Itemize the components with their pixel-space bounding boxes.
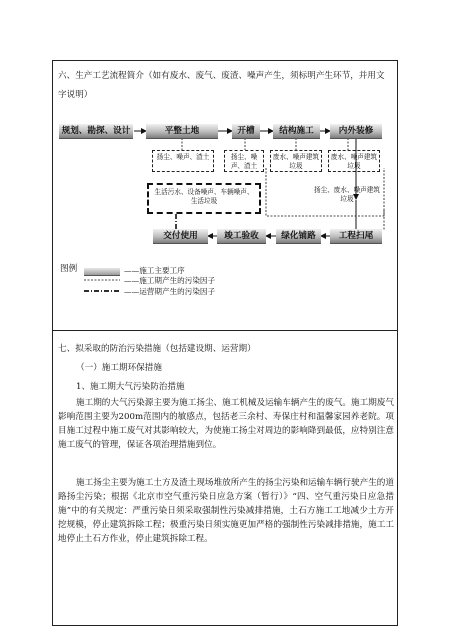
process-acceptance: 竣工验收 — [217, 229, 266, 244]
process-decoration: 内外装修 — [330, 124, 382, 139]
paragraph-1-text: 施工期的大气污染源主要为施工扬尘、施工机械及运输车辆产生的废气。施工期废气影响范围主要为200m范围内的敏感点，包括老三余村、寿保庄村和温馨家园养老院。项目施工过程中施工废气对其影响较大，为使施工扬尘对周边的影响降到最低，应特别注意施工废气的管理，保证各项治理措施到位。 — [58, 398, 394, 450]
process-delivery: 交付使用 — [153, 229, 208, 244]
process-finishing: 工程扫尾 — [330, 229, 382, 244]
legend-main: ——施工主要工序 — [124, 266, 185, 275]
pollution-box-3: 废水、噪声建筑垃圾 — [270, 150, 322, 172]
legend-construction: ——施工期产生的污染因子 — [124, 276, 216, 285]
paragraph-1 — [58, 396, 394, 452]
section-divider — [52, 330, 398, 331]
section7-sub2: 1、施工期大气污染防治措施 — [76, 382, 185, 392]
process-leveling: 平整土地 — [146, 124, 218, 139]
process-structure: 结构施工 — [273, 124, 320, 139]
paragraph-2 — [58, 476, 394, 546]
section6-title-line2: 字说明） — [58, 90, 93, 100]
section6-title-line1: 六、生产工艺流程简介（如有废水、废气、废渣、噪声产生，须标明产生环节，并用文 — [58, 71, 385, 81]
pollution-box-operation: 生活污水、设备噪声、车辆噪声、生活垃圾 — [147, 183, 261, 214]
section7-sub1: （一）施工期环保措施 — [76, 363, 162, 373]
legend-operation: ——运营期产生的污染因子 — [124, 287, 216, 296]
process-greening: 绿化铺路 — [276, 229, 321, 244]
pollution-box-1: 扬尘、噪声、渣土 — [152, 150, 214, 172]
process-planning: 规划、勘探、设计 — [59, 124, 133, 139]
section7-title: 七、拟采取的防治污染措施（包括建设期、运营期） — [58, 344, 256, 354]
legend-main-swatch — [84, 268, 120, 276]
pollution-box-2: 扬尘、噪声、渣土 — [224, 150, 264, 172]
pollution-box-5: 扬尘、废水、噪声建筑垃圾 — [314, 186, 380, 203]
pollution-box-4: 废水、噪声建筑垃圾 — [328, 150, 380, 172]
legend-label: 图例 — [60, 264, 78, 274]
process-trenching: 开槽 — [232, 124, 260, 139]
paragraph-2-text: 施工扬尘主要为施工土方及渣土现场堆放所产生的扬尘污染和运输车辆行驶产生的道路扬尘污染；根据《北京市空气重污染日应急方案（暂行）》“四、空气重污染日应急措施”中的有关规定：严重污染日须采取强制性污染减排措施，土石方施工工地减少土方开挖规模，停止建筑拆除工程；极重污染日须实施更加严格的强制性污染减排措施，施工工地停止土石方作业，停止建筑拆除工程。 — [58, 478, 394, 544]
